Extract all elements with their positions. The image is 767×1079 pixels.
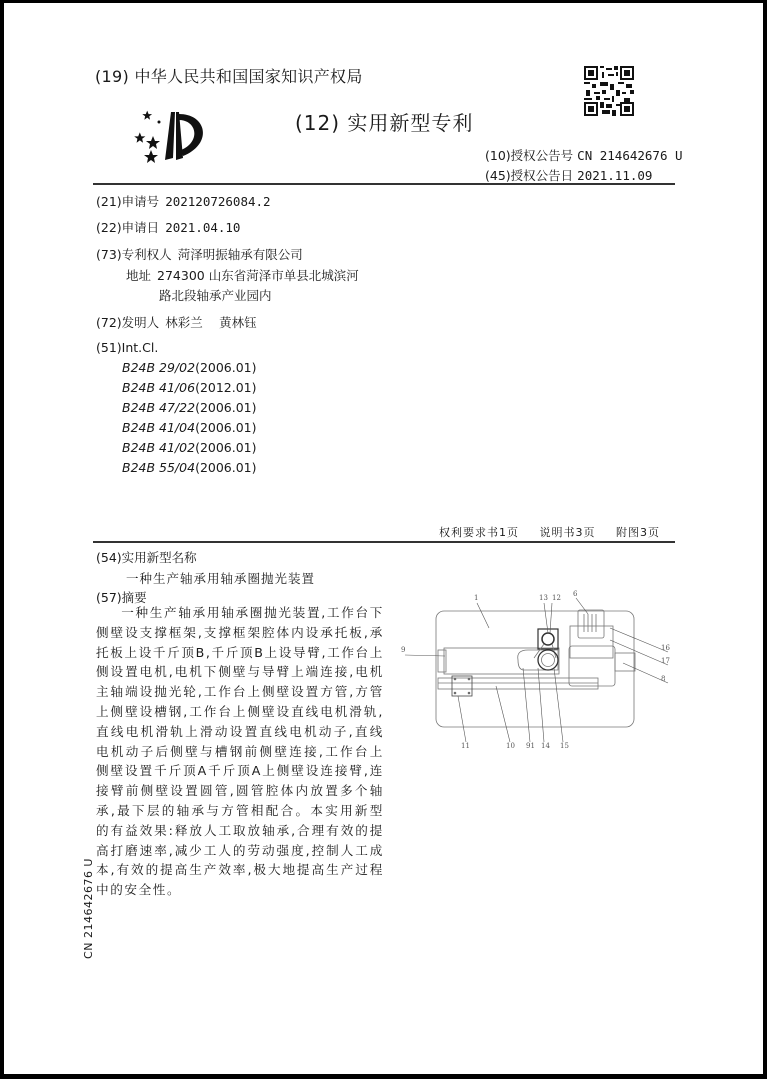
abstract-text: 一种生产轴承用轴承圈抛光装置,工作台下侧壁设支撑框架,支撑框架腔体内设承托板,承托板上设千斤顶B,千斤顶B上设导臂,工作台上侧设置电机,电机下侧壁与导臂上端连接,电机主轴端设抛光轮,工作台上侧壁设置方管,方管上侧壁设槽钢,工作台上侧壁设直线电机滑轨,直线电机滑轨上滑动设置直线电机动子,直线电机动子后侧壁与槽钢前侧壁连接,工作台上侧壁设置千斤顶A千斤顶A上侧壁设连接臂,连接臂前侧壁设置圆管,圆管腔体内放置多个轴承,最下层的轴承与方管相配合。本实用新型的有益效果:释放人工取放轴承,合理有效的提高打磨速率,减少工人的劳动强度,控制人工成本,有效的提高生产效率,极大地提高生产过程中的安全性。: [96, 605, 384, 898]
inventors: (72)发明人 林彩兰 黄林钰: [96, 315, 257, 330]
abstract-divider: [93, 541, 675, 543]
drawing-label: 11: [461, 742, 470, 748]
ipc-item: B24B 41/04(2006.01): [122, 420, 257, 435]
abstract-heading: (57)摘要: [96, 590, 147, 605]
ipc-item: B24B 41/06(2012.01): [122, 380, 257, 395]
address: 地址 274300 山东省菏泽市单县北城滨河: [126, 268, 359, 283]
claims-pages: 权利要求书1页: [439, 526, 519, 539]
application-number: (21)申请号 202120726084.2: [96, 194, 271, 209]
patent-page: [4, 3, 763, 1074]
ipc-item: B24B 47/22(2006.01): [122, 400, 257, 415]
drawing-label: 9: [401, 646, 406, 654]
bearing-tube: [538, 650, 558, 670]
utility-model-title: 一种生产轴承用轴承圈抛光装置: [126, 571, 316, 586]
ipc-heading: (51)Int.Cl.: [96, 340, 159, 355]
drawing-label: 16: [661, 644, 670, 652]
drawing-label: 6: [573, 590, 578, 598]
issuing-office: (19) 中华人民共和国国家知识产权局: [95, 67, 363, 86]
cnipa-logo-icon: [131, 108, 209, 166]
drawing-label: 15: [560, 742, 569, 748]
qr-code-icon: [584, 66, 634, 116]
filing-date: (22)申请日 2021.04.10: [96, 220, 241, 235]
drawings-pages: 附图3页: [616, 526, 660, 539]
motor: [578, 610, 604, 638]
ipc-item: B24B 55/04(2006.01): [122, 460, 257, 475]
address-line2: 路北段轴承产业园内: [159, 288, 272, 303]
drawing-label: 12: [552, 594, 561, 602]
drawing-label: 13: [539, 594, 548, 602]
document-type: (12) 实用新型专利: [295, 111, 474, 135]
header-divider: [93, 183, 675, 185]
drawing-label: 10: [506, 742, 515, 748]
publication-date: (45)授权公告日 2021.11.09: [485, 168, 653, 183]
ipc-item: B24B 41/02(2006.01): [122, 440, 257, 455]
drawing-label: 8: [661, 675, 666, 683]
publication-number: (10)授权公告号 CN 214642676 U: [485, 148, 683, 163]
utility-model-title-heading: (54)实用新型名称: [96, 550, 197, 565]
linear-rail: [438, 678, 598, 689]
drawing-label: 14: [541, 742, 550, 748]
side-publication-number: CN 214642676 U: [82, 858, 95, 959]
patentee: (73)专利权人 菏泽明振轴承有限公司: [96, 247, 303, 262]
drawing-label: 17: [661, 657, 670, 665]
abstract-drawing: [398, 588, 680, 748]
motor-frame: [570, 626, 613, 658]
page-counts: [439, 524, 676, 540]
drawing-label: 1: [474, 594, 479, 602]
description-pages: 说明书3页: [539, 526, 596, 539]
ipc-item: B24B 29/02(2006.01): [122, 360, 257, 375]
drawing-label: 91: [526, 742, 535, 748]
